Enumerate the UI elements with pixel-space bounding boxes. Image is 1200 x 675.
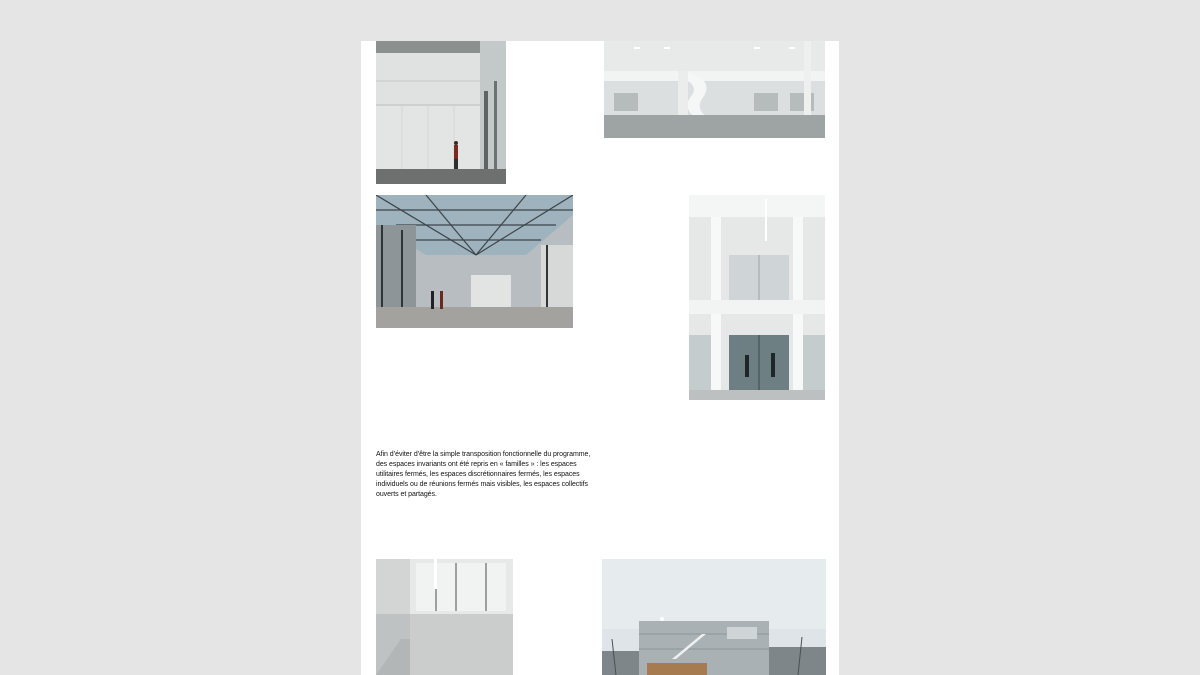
document-sheet — [361, 41, 839, 675]
photo-covered-courtyard — [376, 195, 573, 328]
photo-facade-with-person — [376, 41, 506, 184]
article-caption: Afin d’éviter d’être la simple transposition fonctionnelle du programme, des espaces invariants ont été repris en « familles » : les espaces utilitaires fermés, les espaces discrétionnaires fermés, les espaces individuels ou de réunions fermés mais visibles, les espaces collectifs ouverts et partagés. — [376, 451, 591, 498]
photo-interior-white-walls — [376, 559, 513, 675]
photo-atrium-spiral-staircase — [604, 41, 825, 138]
photo-interior-vertical — [689, 195, 825, 400]
photo-exterior-building — [602, 559, 826, 675]
